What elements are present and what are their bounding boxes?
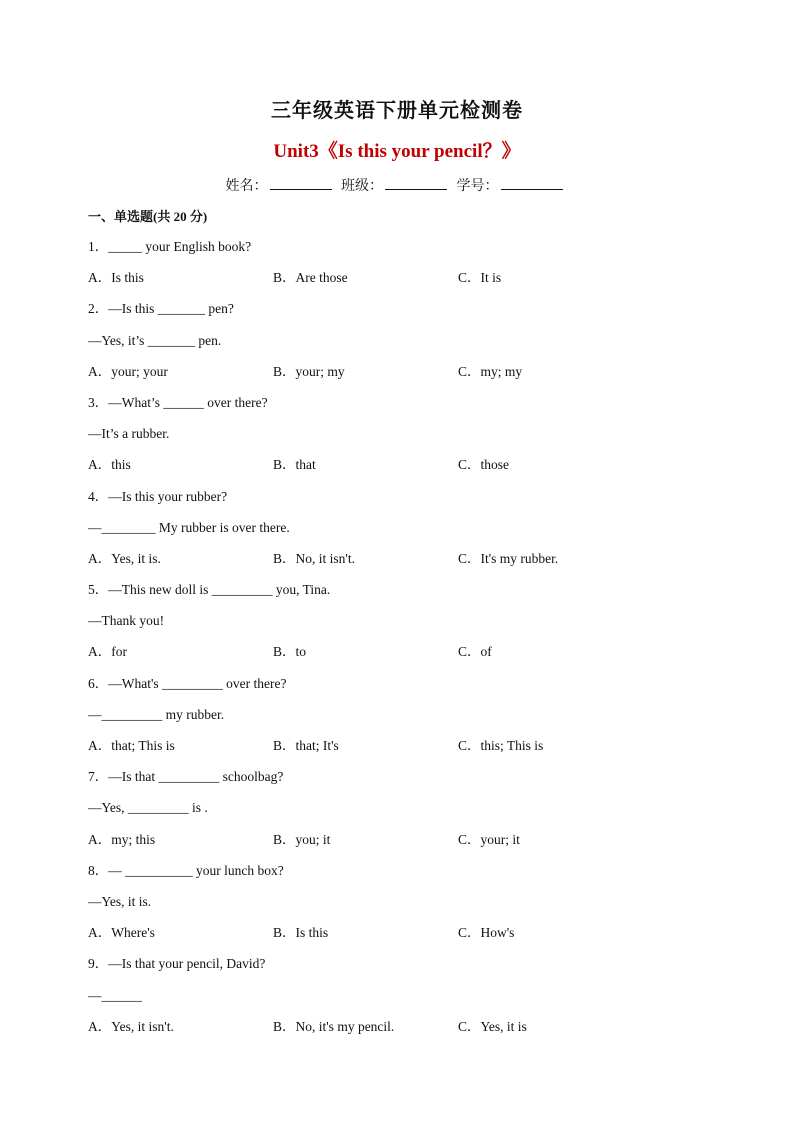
question-stem: 3．—What’s ______ over there? [88, 394, 268, 410]
option-c[interactable]: C．of [458, 644, 492, 660]
question-stem: 4．—Is this your rubber? [88, 488, 228, 504]
answer-options [88, 829, 728, 860]
class-blank[interactable] [385, 177, 447, 190]
option-b[interactable]: B．you; it [273, 831, 331, 847]
option-a[interactable]: A．Yes, it is. [88, 550, 161, 566]
name-label: 姓名： [225, 179, 268, 194]
option-b[interactable]: B．Are those [273, 270, 348, 286]
option-a[interactable]: A．my; this [88, 831, 156, 847]
question-stem: 1．_____ your English book? [88, 239, 252, 254]
student-id-blank[interactable] [501, 177, 563, 190]
student-id-label: 学号： [456, 179, 499, 194]
option-c[interactable]: C．It is [458, 270, 502, 286]
dialogue-line: —Thank you! [88, 613, 165, 629]
option-c[interactable]: C．It's my rubber. [458, 550, 559, 566]
option-a[interactable]: A．Is this [88, 270, 144, 286]
option-b[interactable]: B．that; It's [273, 738, 339, 753]
question-stem: 5．—This new doll is _________ you, Tina. [88, 582, 331, 598]
question-list [88, 236, 728, 1047]
question-stem: 6．—What's _________ over there? [88, 675, 287, 691]
option-c[interactable]: C．my; my [458, 363, 523, 379]
dialogue-line: —Yes, _________ is . [88, 800, 208, 816]
answer-options [88, 361, 728, 392]
question-6 [88, 673, 728, 767]
student-info [0, 175, 794, 195]
question-stem: 7．—Is that _________ schoolbag? [88, 769, 284, 785]
option-c[interactable]: C．How's [458, 925, 515, 941]
option-b[interactable]: B．your; my [273, 363, 345, 379]
dialogue-line: —It’s a rubber. [88, 426, 170, 442]
option-c[interactable]: C．this; This is [458, 738, 544, 753]
question-stem: 8．— __________ your lunch box? [88, 862, 284, 878]
answer-options [88, 1016, 728, 1047]
answer-options [88, 922, 728, 953]
option-b[interactable]: B．No, it isn't. [273, 550, 355, 566]
answer-options [88, 454, 728, 485]
question-2 [88, 298, 728, 392]
option-b[interactable]: B．that [273, 457, 316, 473]
question-stem: 2．—Is this _______ pen? [88, 301, 234, 317]
dialogue-line: —Yes, it’s _______ pen. [88, 332, 222, 348]
question-stem: 9．—Is that your pencil, David? [88, 956, 266, 972]
page-title: 三年级英语下册单元检测卷 [271, 100, 523, 122]
dialogue-line: —_________ my rubber. [88, 706, 225, 722]
option-c[interactable]: C．Yes, it is [458, 1018, 527, 1034]
option-b[interactable]: B．No, it's my pencil. [273, 1018, 395, 1034]
question-4 [88, 486, 728, 580]
question-7 [88, 766, 728, 860]
option-b[interactable]: B．Is this [273, 925, 329, 941]
section-heading: 一、单选题(共 20 分) [88, 209, 208, 224]
option-a[interactable]: A．that; This is [88, 738, 175, 753]
name-blank[interactable] [270, 177, 332, 190]
question-8 [88, 860, 728, 954]
option-a[interactable]: A．this [88, 457, 131, 473]
answer-options [88, 735, 728, 766]
answer-options [88, 548, 728, 579]
option-c[interactable]: C．your; it [458, 831, 520, 847]
answer-options [88, 267, 728, 298]
option-a[interactable]: A．your; your [88, 363, 168, 379]
option-b[interactable]: B．to [273, 644, 307, 660]
question-1 [88, 236, 728, 298]
dialogue-line: —________ My rubber is over there. [88, 519, 290, 535]
question-3 [88, 392, 728, 486]
question-5 [88, 579, 728, 673]
class-label: 班级： [341, 179, 383, 194]
dialogue-line: —______ [88, 987, 142, 1003]
unit-subtitle: Unit3《Is this your pencil？》 [273, 141, 521, 162]
option-c[interactable]: C．those [458, 457, 510, 473]
option-a[interactable]: A．Where's [88, 925, 155, 941]
option-a[interactable]: A．for [88, 644, 127, 660]
answer-options [88, 641, 728, 672]
question-9 [88, 953, 728, 1047]
dialogue-line: —Yes, it is. [88, 893, 152, 909]
option-a[interactable]: A．Yes, it isn't. [88, 1018, 174, 1034]
